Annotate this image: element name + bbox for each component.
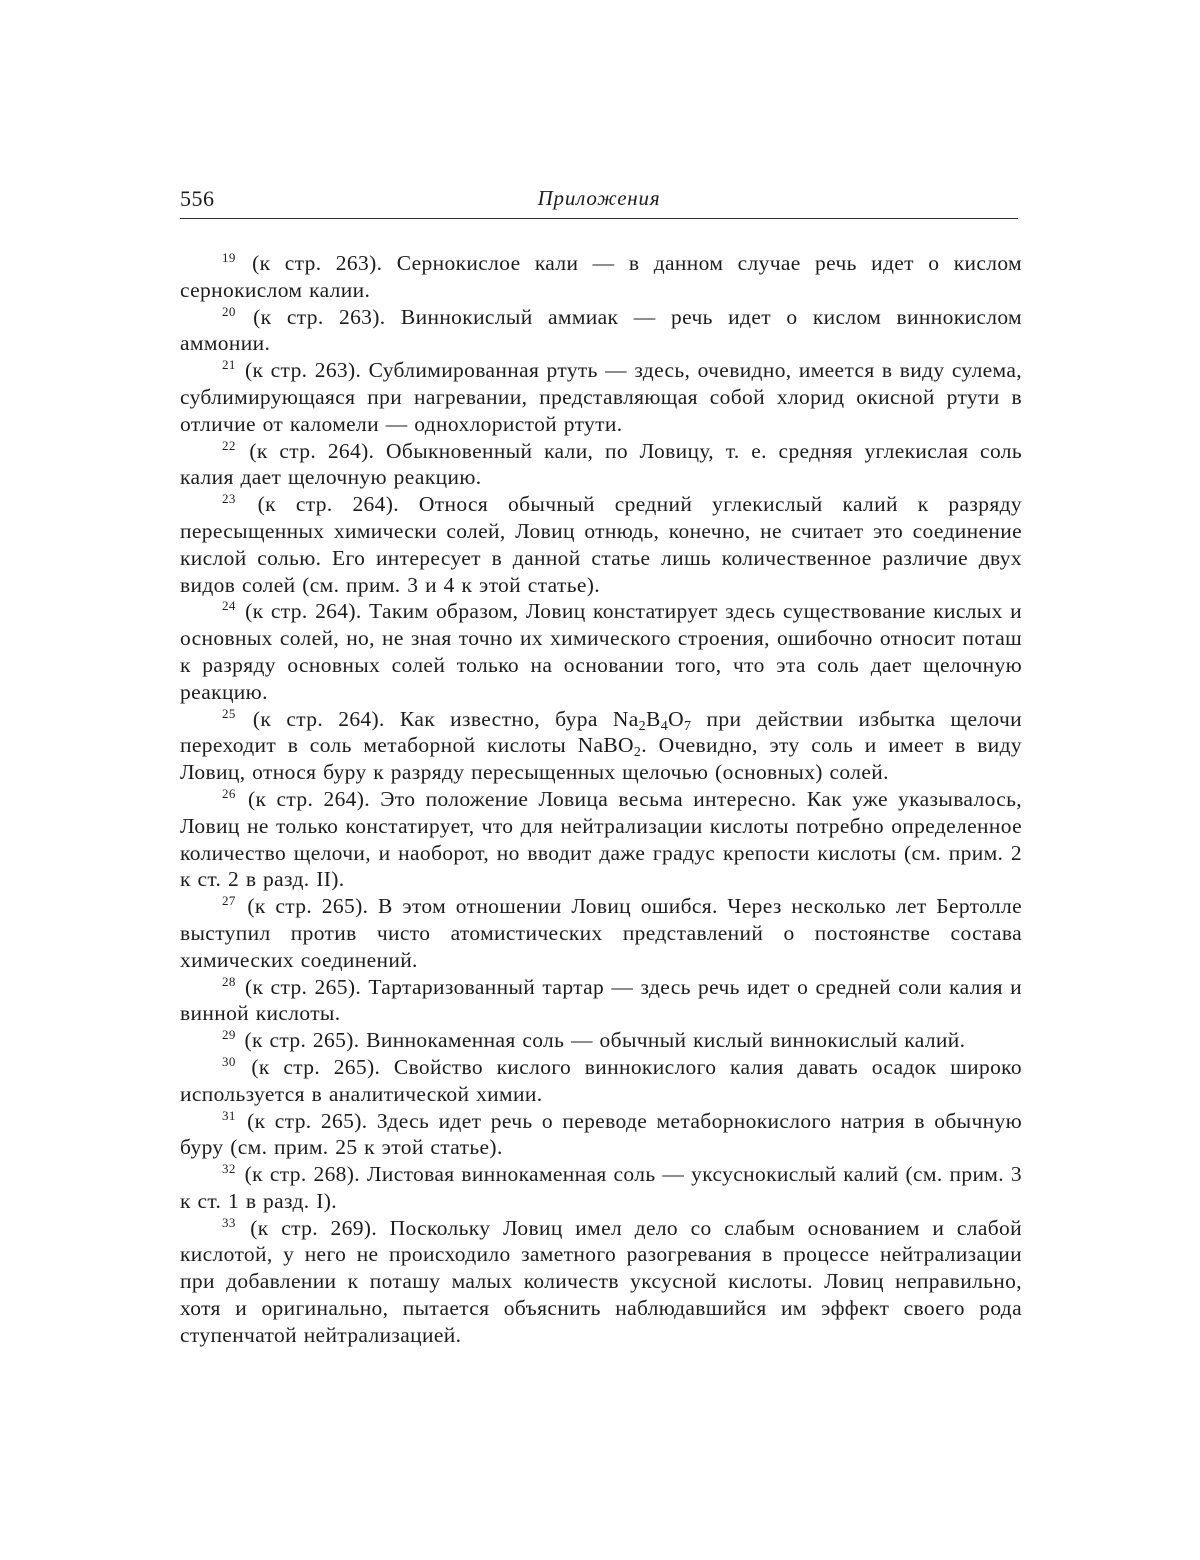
note-31 (180, 1108, 1022, 1162)
note-20 (180, 304, 1022, 358)
note-number: 22 (222, 438, 236, 453)
note-text: (к стр. 263). Сернокислое кали — в данном случае речь идет о кислом сернокислом калии. (180, 251, 1022, 302)
note-30 (180, 1054, 1022, 1108)
running-title: Приложения (180, 186, 1018, 211)
note-number: 31 (222, 1108, 236, 1123)
footnotes-list (180, 250, 1022, 1349)
note-text: при действии избытка щелочи переходит в соль метаборной кислоты NaBO (180, 707, 1022, 758)
note-text: (к стр. 268). Листовая виннокаменная соль — уксуснокислый калий (см. прим. 3 к ст. 1 в разд. I). (180, 1162, 1022, 1213)
note-text: (к стр. 263). Сублимированная ртуть — здесь, очевидно, имеется в виду сулема, сублимирующаяся при нагревании, представляющая собой хлорид окисной ртути в отличие от каломели — однохлористой ртути. (180, 358, 1022, 436)
note-text: (к стр. 265). Тартаризованный тартар — здесь речь идет о средней соли калия и винной кислоты. (180, 975, 1022, 1026)
note-number: 23 (222, 491, 236, 506)
note-text: (к стр. 265). Свойство кислого виннокислого калия давать осадок широко используется в аналитической химии. (180, 1055, 1022, 1106)
note-number: 28 (222, 974, 236, 989)
note-text: (к стр. 265). В этом отношении Ловиц ошибся. Через несколько лет Бертолле выступил против чисто атомистических представлений о постоянстве состава химических соединений. (180, 894, 1022, 972)
note-number: 21 (222, 357, 236, 372)
note-24 (180, 598, 1022, 705)
note-number: 19 (222, 250, 236, 265)
page-header (180, 184, 1018, 219)
note-32 (180, 1161, 1022, 1215)
note-text: O (668, 707, 684, 731)
note-26 (180, 786, 1022, 893)
note-text: (к стр. 264). Как известно, бура Na (253, 707, 639, 731)
formula-subscript: 7 (684, 719, 691, 734)
note-29 (180, 1027, 1022, 1054)
page-number: 556 (180, 186, 215, 212)
formula-subscript: 2 (634, 745, 641, 760)
note-25 (180, 706, 1022, 786)
formula-subscript: 2 (639, 719, 646, 734)
note-22 (180, 438, 1022, 492)
note-text: B (646, 707, 661, 731)
note-number: 24 (222, 598, 236, 613)
note-number: 20 (222, 304, 236, 319)
note-23 (180, 491, 1022, 598)
note-19 (180, 250, 1022, 304)
note-text: (к стр. 264). Обыкновенный кали, по Ловицу, т. е. средняя углекислая соль калия дает щелочную реакцию. (180, 439, 1022, 490)
note-21 (180, 357, 1022, 437)
note-text: . Очевидно, эту соль и имеет в виду Ловиц, относя буру к разряду пересыщенных щелочью (основных) солей. (180, 733, 1022, 784)
note-number: 29 (222, 1027, 236, 1042)
note-number: 33 (222, 1215, 236, 1230)
note-text: (к стр. 263). Виннокислый аммиак — речь идет о кислом виннокислом аммонии. (180, 305, 1022, 356)
note-text: (к стр. 265). Здесь идет речь о переводе метаборнокислого натрия в обычную буру (см. прим. 25 к этой статье). (180, 1109, 1022, 1160)
note-text: (к стр. 265). Виннокаменная соль — обычный кислый виннокислый калий. (244, 1028, 965, 1052)
note-28 (180, 974, 1022, 1028)
note-33 (180, 1215, 1022, 1349)
note-text: (к стр. 269). Поскольку Ловиц имел дело со слабым основанием и слабой кислотой, у него не происходило заметного разогревания в процессе нейтрализации при добавлении к поташу малых количеств уксусной кислоты. Ловиц неправильно, хотя и оригинально, пытается объяснить наблюдавшийся им эффект своего рода ступенчатой нейтрализацией. (180, 1216, 1022, 1347)
note-text: (к стр. 264). Таким образом, Ловиц констатирует здесь существование кислых и основных солей, но, не зная точно их химического строения, ошибочно относит поташ к разряду основных солей только на основании того, что эта соль дает щелочную реакцию. (180, 599, 1022, 703)
note-number: 32 (222, 1161, 236, 1176)
note-number: 30 (222, 1054, 236, 1069)
formula-subscript: 4 (661, 719, 668, 734)
note-number: 25 (222, 706, 236, 721)
note-27 (180, 893, 1022, 973)
note-number: 26 (222, 786, 236, 801)
note-text: (к стр. 264). Относя обычный средний углекислый калий к разряду пересыщенных химически солей, Ловиц отнюдь, конечно, не считает это соединение кислой солью. Его интересует в данной статье лишь количественное различие двух видов солей (см. прим. 3 и 4 к этой статье). (180, 492, 1022, 596)
note-text: (к стр. 264). Это положение Ловица весьма интересно. Как уже указывалось, Ловиц не только констатирует, что для нейтрализации кислоты потребно определенное количество щелочи, и наоборот, но вводит даже градус крепости кислоты (см. прим. 2 к ст. 2 в разд. II). (180, 787, 1022, 891)
note-number: 27 (222, 893, 236, 908)
